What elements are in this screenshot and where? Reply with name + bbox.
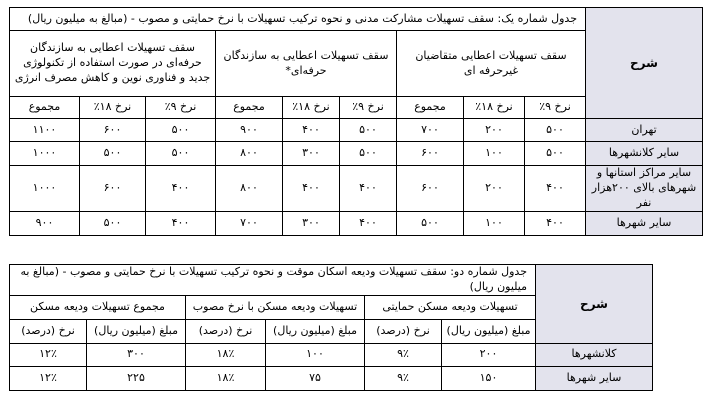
row-label: سایر شهرها: [586, 212, 703, 236]
cell: ۱۰۰: [464, 212, 525, 236]
cell: ۵۰۰: [80, 142, 146, 166]
table-row: [10, 166, 703, 212]
table-deposit-caps: [9, 264, 653, 391]
table-caption: جدول شماره دو: سقف تسهیلات ودیعه اسکان موقت و نحوه ترکیب تسهیلات با نرخ حمایتی و مصوب - (مبالغ به میلیون ریال): [10, 265, 536, 296]
cell: ۴۰۰: [340, 212, 397, 236]
cell: ۲۰۰: [464, 166, 525, 212]
cell: ۴۰۰: [283, 119, 340, 142]
cell: ۵۰۰: [80, 212, 146, 236]
sub-header: مبلغ (میلیون ریال): [87, 319, 186, 343]
row-label: سایر مراکز استانها و شهرهای بالای ۲۰۰هزار نفر: [586, 166, 703, 212]
cell: ۵۰۰: [397, 212, 464, 236]
sharh-header: شرح: [586, 8, 703, 119]
cell: ۹۰۰: [216, 119, 283, 142]
cell: ۴۰۰: [340, 166, 397, 212]
cell: ۵۰۰: [340, 142, 397, 166]
group-header: سقف تسهیلات اعطایی به سازندگان حرفه‌ای در صورت استفاده از تکنولوژی جدید و فناوری نوین و کاهش مصرف انرژی: [10, 31, 216, 97]
group-header: مجموع تسهیلات ودیعه مسکن: [10, 295, 186, 319]
cell: ۲۰۰: [464, 119, 525, 142]
cell: ۱۰۰: [266, 343, 365, 366]
row-label: سایر شهرها: [536, 366, 653, 390]
table-caption: جدول شماره یک: سقف تسهیلات مشارکت مدنی و نحوه ترکیب تسهیلات با نرخ حمایتی و مصوب - (مبالغ به میلیون ریال): [10, 8, 586, 31]
group-header: تسهیلات ودیعه مسکن حمایتی: [365, 295, 536, 319]
cell: ۵۰۰: [525, 142, 586, 166]
cell: ۷۵: [266, 366, 365, 390]
table-row: [10, 142, 703, 166]
cell: ۲۰۰: [442, 343, 536, 366]
sub-header: نرخ ۹٪: [340, 97, 397, 119]
sub-header: مبلغ (میلیون ریال): [266, 319, 365, 343]
cell: ۵۰۰: [146, 142, 216, 166]
cell: ۴۰۰: [525, 212, 586, 236]
cell: ۷۰۰: [216, 212, 283, 236]
row-label: سایر کلانشهرها: [586, 142, 703, 166]
cell: ۱۰۰۰: [10, 166, 80, 212]
cell: ۱۱۰۰: [10, 119, 80, 142]
cell: ۳۰۰: [283, 212, 340, 236]
cell: ۱۰۰: [464, 142, 525, 166]
sub-header: نرخ ۱۸٪: [464, 97, 525, 119]
sub-header: مجموع: [10, 97, 80, 119]
cell: ۹٪: [365, 366, 442, 390]
cell: ۲۲۵: [87, 366, 186, 390]
cell: ۱۲٪: [10, 366, 87, 390]
cell: ۱۲٪: [10, 343, 87, 366]
cell: ۴۰۰: [146, 166, 216, 212]
cell: ۵۰۰: [525, 119, 586, 142]
cell: ۳۰۰: [87, 343, 186, 366]
row-label: کلانشهرها: [536, 343, 653, 366]
sub-header: مبلغ (میلیون ریال): [442, 319, 536, 343]
cell: ۱۸٪: [186, 366, 266, 390]
group-header: سقف تسهیلات اعطایی متقاضیان غیرحرفه ای: [397, 31, 586, 97]
cell: ۸۰۰: [216, 142, 283, 166]
cell: ۹۰۰: [10, 212, 80, 236]
sub-header: مجموع: [397, 97, 464, 119]
sub-header: نرخ (درصد): [365, 319, 442, 343]
sub-header: نرخ ۹٪: [146, 97, 216, 119]
cell: ۷۰۰: [397, 119, 464, 142]
cell: ۴۰۰: [146, 212, 216, 236]
table-facility-caps: [9, 7, 703, 236]
cell: ۸۰۰: [216, 166, 283, 212]
cell: ۶۰۰: [80, 166, 146, 212]
cell: ۶۰۰: [80, 119, 146, 142]
cell: ۱۸٪: [186, 343, 266, 366]
sub-header: نرخ ۹٪: [525, 97, 586, 119]
table-row: [10, 119, 703, 142]
cell: ۶۰۰: [397, 166, 464, 212]
cell: ۹٪: [365, 343, 442, 366]
cell: ۴۰۰: [283, 166, 340, 212]
row-label: تهران: [586, 119, 703, 142]
sub-header: نرخ (درصد): [10, 319, 87, 343]
group-header: سقف تسهیلات اعطایی به سازندگان حرفه‌ای*: [216, 31, 397, 97]
sub-header: نرخ ۱۸٪: [283, 97, 340, 119]
cell: ۱۵۰: [442, 366, 536, 390]
cell: ۱۰۰۰: [10, 142, 80, 166]
cell: ۴۰۰: [525, 166, 586, 212]
cell: ۵۰۰: [340, 119, 397, 142]
group-header: تسهیلات ودیعه مسکن با نرخ مصوب: [186, 295, 365, 319]
cell: ۳۰۰: [283, 142, 340, 166]
sub-header: نرخ (درصد): [186, 319, 266, 343]
table-row: [10, 343, 653, 366]
sharh-header: شرح: [536, 265, 653, 344]
table-row: [10, 366, 653, 390]
cell: ۵۰۰: [146, 119, 216, 142]
table-row: [10, 212, 703, 236]
sub-header: نرخ ۱۸٪: [80, 97, 146, 119]
cell: ۶۰۰: [397, 142, 464, 166]
sub-header: مجموع: [216, 97, 283, 119]
